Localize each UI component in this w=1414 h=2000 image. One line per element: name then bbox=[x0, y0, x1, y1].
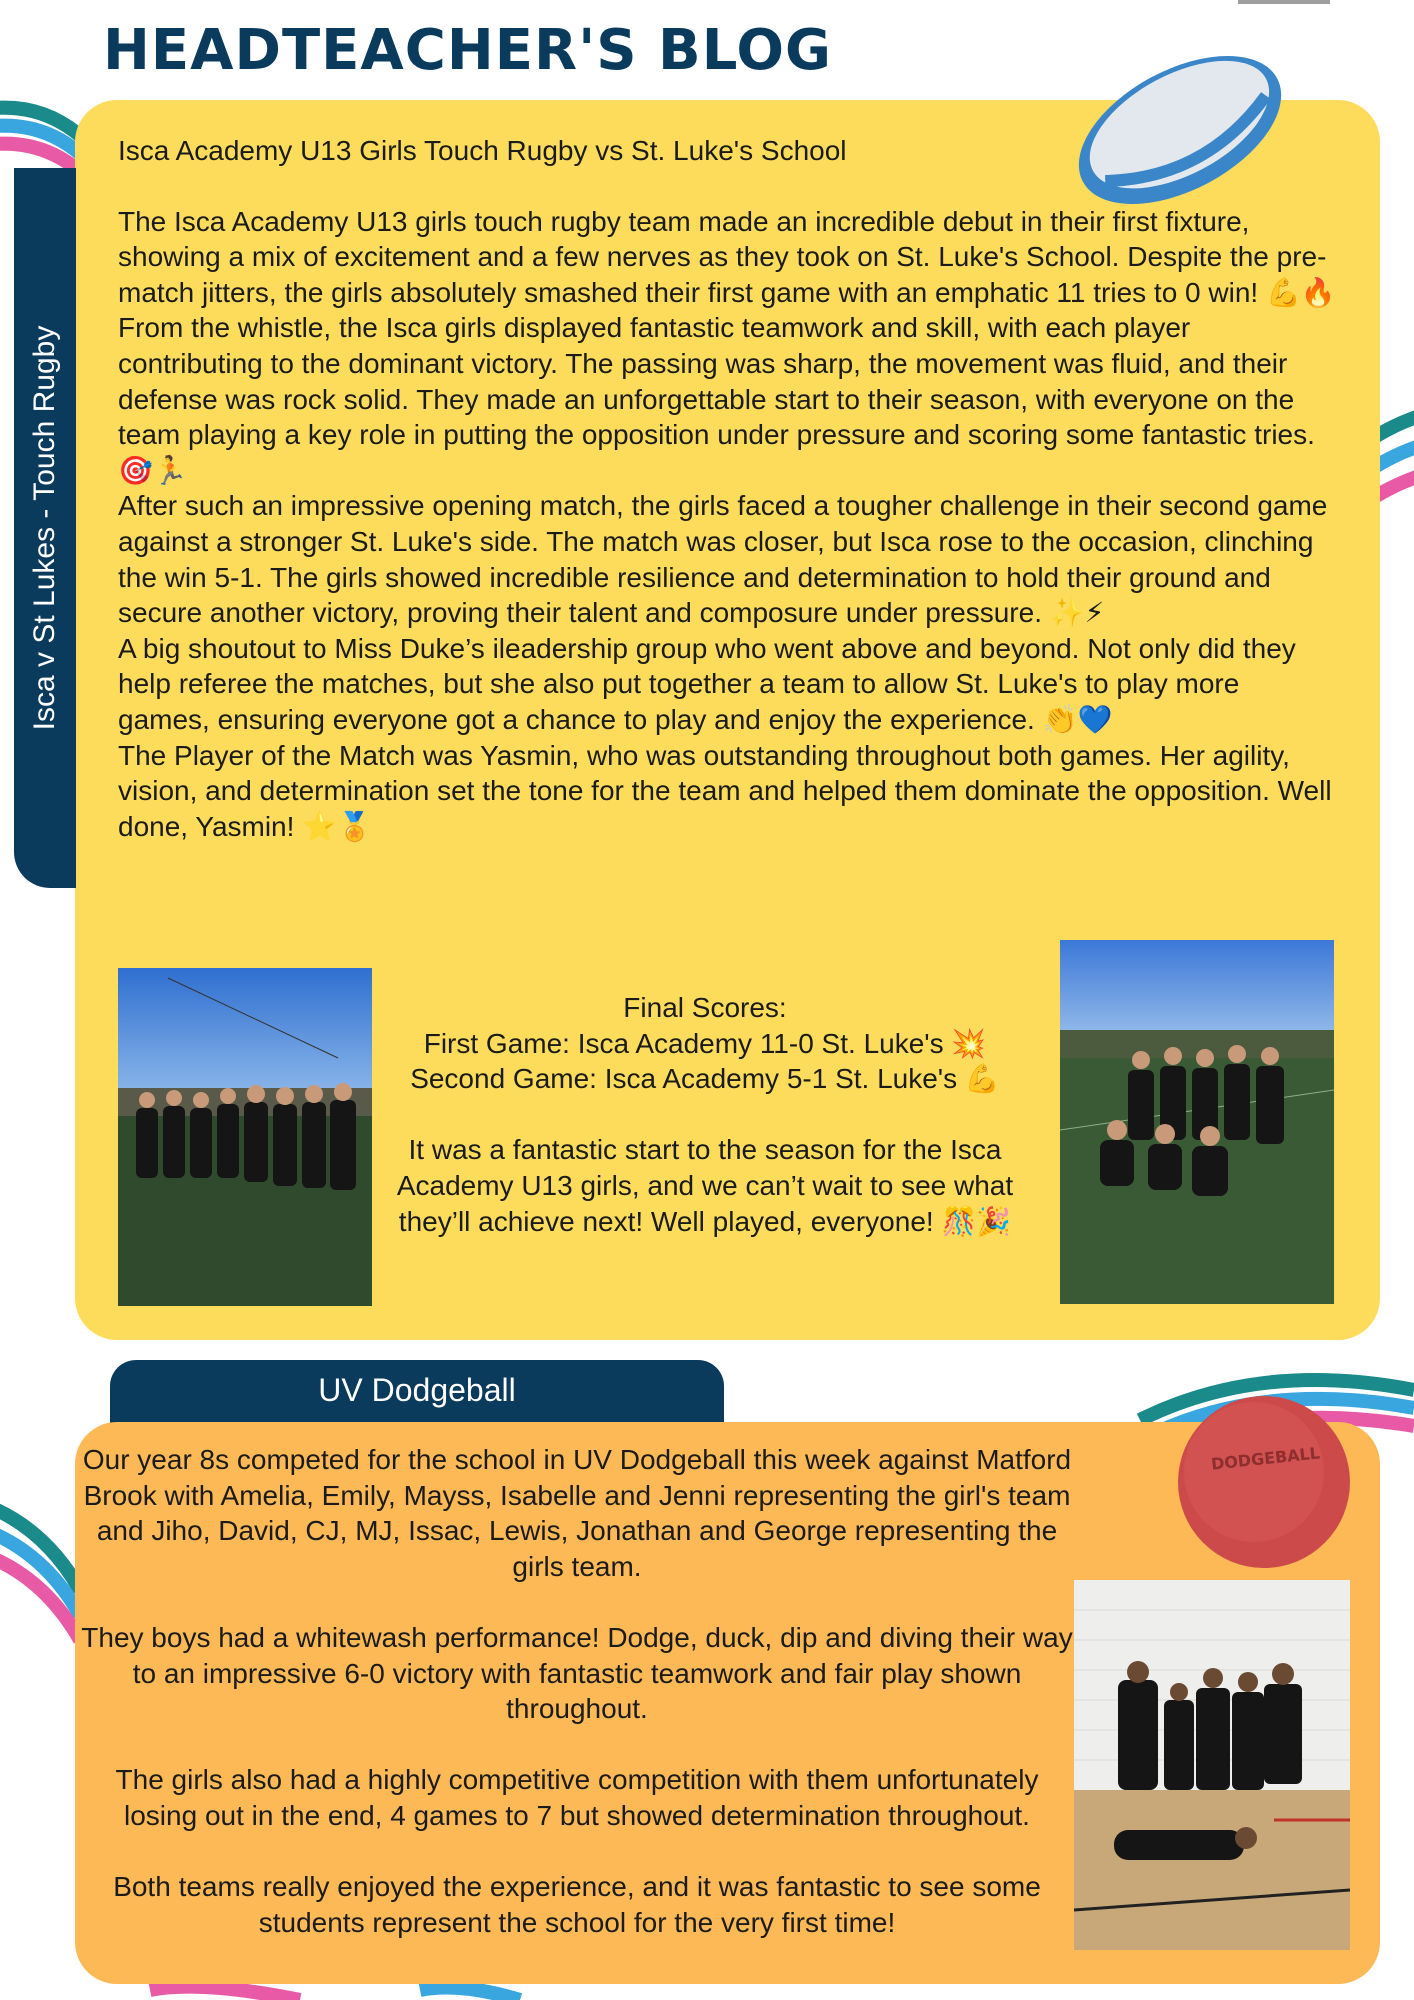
article-paragraph: They boys had a whitewash performance! Dodge, duck, dip and diving their way to an impressive 6-0 victory with fantastic teamwork and fair play shown throughout. bbox=[81, 1621, 1073, 1725]
dodgeball-icon bbox=[1176, 1394, 1352, 1570]
article-paragraph: A big shoutout to Miss Duke’s ileadership group who went above and beyond. Not only did they help referee the matches, but she also put together a team to allow St. Luke's to play more games, ensuring everyone got a chance to play and enjoy the experience. 👏💙 bbox=[118, 632, 1296, 735]
article-paragraph: Both teams really enjoyed the experience, and it was fantastic to see some students represent the school for the very first time! bbox=[113, 1871, 1041, 1938]
final-scores bbox=[380, 990, 1030, 1239]
team-photo-right bbox=[1060, 940, 1334, 1304]
closing-text: It was a fantastic start to the season for the Isca Academy U13 girls, and we can’t wait to see what they’ll achieve next! Well played, everyone! 🎊🎉 bbox=[396, 1134, 1014, 1237]
score-second-game: Second Game: Isca Academy 5-1 St. Luke's 💪 bbox=[410, 1063, 1000, 1095]
rugby-article-text bbox=[118, 133, 1338, 844]
scores-label: Final Scores: bbox=[623, 992, 787, 1023]
side-tab bbox=[14, 168, 76, 888]
article-heading: Isca Academy U13 Girls Touch Rugby vs St. Luke's School bbox=[118, 135, 847, 166]
dodgeball-article-text bbox=[78, 1442, 1076, 1940]
article-paragraph: From the whistle, the Isca girls displayed fantastic teamwork and skill, with each player contributing to the dominant victory. The passing was sharp, the movement was fluid, and their defense was rock solid. They made an unforgettable start to their season, with everyone on the team playing a key role in putting the opposition under pressure and scoring some fantastic tries. 🎯🏃 bbox=[118, 312, 1315, 486]
article-paragraph: The Player of the Match was Yasmin, who was outstanding throughout both games. Her agility, vision, and determination set the tone for the team and helped them dominate the opposition. Well done, Yasmin! ⭐🏅 bbox=[118, 739, 1332, 842]
page-title: HEADTEACHER'S BLOG bbox=[103, 18, 832, 83]
article-paragraph: The girls also had a highly competitive competition with them unfortunately losing out in the end, 4 games to 7 but showed determination throughout. bbox=[115, 1764, 1039, 1831]
side-tab-label: Isca v St Lukes - Touch Rugby bbox=[28, 325, 61, 731]
team-photo-left bbox=[118, 968, 372, 1306]
dodgeball-team-photo bbox=[1074, 1580, 1350, 1950]
article-paragraph: The Isca Academy U13 girls touch rugby team made an incredible debut in their first fixture, showing a mix of excitement and a few nerves as they took on St. Luke's School. Despite the pre-match jitters, the girls absolutely smashed their first game with an emphatic 11 tries to 0 win! 💪🔥 bbox=[118, 205, 1336, 308]
article-paragraph: After such an impressive opening match, the girls faced a tougher challenge in their second game against a stronger St. Luke's side. The match was closer, but Isca rose to the occasion, clinching the win 5-1. The girls showed incredible resilience and determination to hold their ground and secure another victory, proving their talent and composure under pressure. ✨⚡ bbox=[118, 490, 1328, 629]
article-paragraph: Our year 8s competed for the school in UV Dodgeball this week against Matford Brook with Amelia, Emily, Mayss, Isabelle and Jenni representing the girl's team and Jiho, David, CJ, MJ, Issac, Lewis, Jonathan and George representing the girls team. bbox=[82, 1444, 1072, 1582]
dodgeball-label: DODGEBALL bbox=[1210, 1443, 1321, 1474]
score-first-game: First Game: Isca Academy 11-0 St. Luke's 💥 bbox=[423, 1027, 987, 1059]
dodgeball-tab-label: UV Dodgeball bbox=[318, 1372, 516, 1408]
